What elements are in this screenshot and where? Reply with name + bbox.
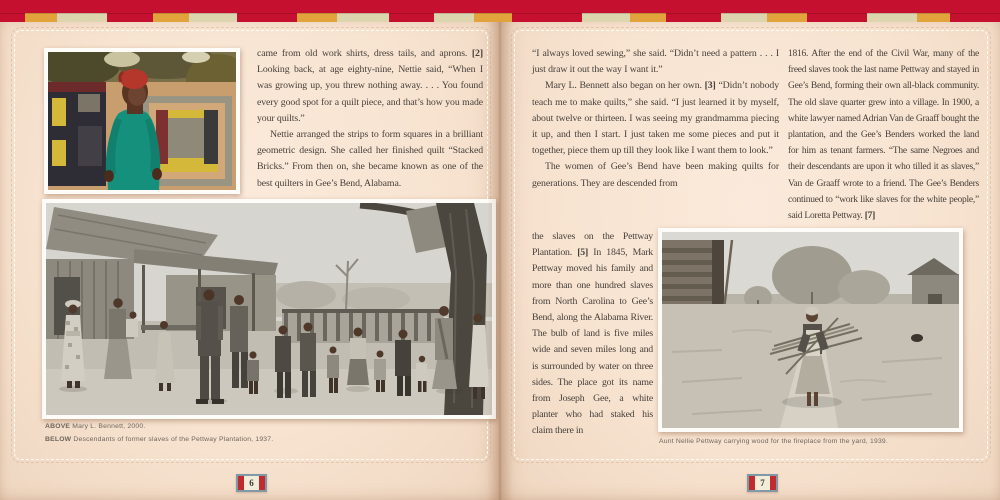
border-patch — [297, 12, 337, 22]
border-patch — [25, 12, 57, 22]
border-patch — [666, 12, 721, 22]
border-patch — [107, 12, 153, 22]
quilt-top-border — [0, 0, 1000, 22]
border-patch — [512, 12, 582, 22]
left-page-text-column — [257, 46, 483, 192]
border-patch — [630, 12, 666, 22]
right-page-column-one — [532, 46, 779, 192]
border-patch — [721, 12, 767, 22]
portrait-photo-illustration — [48, 52, 236, 190]
page-number-badge-left — [236, 474, 267, 492]
right-page-column-two — [788, 46, 979, 224]
group-photo-illustration — [46, 203, 492, 415]
caption-below-label: BELOW — [45, 436, 72, 443]
quilt-border-band — [0, 0, 1000, 13]
border-patch — [867, 12, 917, 22]
page-number-right: 7 — [760, 478, 765, 488]
border-patch — [0, 12, 25, 22]
paragraph: 1816. After the end of the Civil War, many of the freed slaves took the last name Pettway and stayed in Gee’s Bend, forming their own all-black community. The old slave quarter grew into a village. In 1900, a white lawyer named Adrian Van de Graaff bought the plantation, and the Gee’s Benders worked the land for him as tenant farmers. “The same Negroes and their descendants are upon it who tilled it as slaves,” Van de Graaff wrote to a friend. The Gee’s Benders continued to “work like slaves for the white people,” said Loretta Pettway. [7] — [788, 49, 979, 222]
caption-above-label: ABOVE — [45, 423, 71, 430]
group-photo — [42, 199, 496, 419]
paragraph: The women of Gee’s Bend have been making quilts for generations. They are descended from — [532, 161, 779, 189]
caption-above — [45, 422, 445, 431]
caption-below — [45, 435, 465, 444]
border-patch — [389, 12, 434, 22]
quilt-border-patches — [0, 12, 1000, 22]
left-page — [0, 22, 500, 500]
border-patch — [582, 12, 630, 22]
page-number-left: 6 — [249, 478, 254, 488]
border-patch — [153, 12, 189, 22]
paragraph: Mary L. Bennett also began on her own. [3] “Didn’t nobody teach me to make quilts,” she said. “I just learned it by myself, about twelve or thirteen. I was seeing my grandmamma piecing it up, and then I start. I just taken me some pieces and put it together, piece them up till they look like I want them to look.” — [532, 80, 779, 157]
border-patch — [767, 12, 807, 22]
badge-red-right — [259, 476, 265, 490]
right-page — [500, 22, 1000, 500]
field-photo-illustration — [662, 232, 959, 428]
paragraph: Nettie arranged the strips to form squares in a brilliant geometric design. She called her finished quilt “Stacked Bricks.” From then on, she became known as one of the best quilters in Gee’s Bend, Alabama. — [257, 129, 483, 189]
right-page-column-one-continued — [532, 229, 653, 440]
caption-field-text: Aunt Nellie Pettway carrying wood for the fireplace from the yard, 1939. — [659, 438, 888, 445]
book-spread — [0, 22, 1000, 500]
badge-red-right — [770, 476, 776, 490]
paragraph: “I always loved sewing,” she said. “Didn’t need a pattern . . . I just draw it out the way I want it.” — [532, 48, 779, 76]
border-patch — [917, 12, 950, 22]
border-patch — [337, 12, 389, 22]
page-number-badge-right — [747, 474, 778, 492]
border-patch — [474, 12, 512, 22]
caption-field-photo — [659, 437, 979, 446]
border-patch — [807, 12, 867, 22]
field-photo — [658, 228, 963, 432]
caption-above-text: Mary L. Bennett, 2000. — [70, 423, 146, 430]
border-patch — [950, 12, 1000, 22]
paragraph: came from old work shirts, dress tails, and aprons. [2] Looking back, at age eighty-nine, Nettie said, “When I was growing up, you threw nothing away. . . . You found every good spot for a quilt piece, and that’s how you made your quilts.” — [257, 48, 483, 124]
border-patch — [237, 12, 297, 22]
border-patch — [57, 12, 107, 22]
border-patch — [189, 12, 237, 22]
portrait-photo — [44, 48, 240, 194]
caption-below-text: Descendants of former slaves of the Pettway Plantation, 1937. — [71, 436, 274, 443]
paragraph: the slaves on the Pettway Plantation. [5] In 1845, Mark Pettway moved his family and more than one hundred slaves from North Carolina to Gee’s Bend, along the Alabama River. The bulb of land is five miles wide and seven miles long and is surrounded by water on three sides. The place got its name from Joseph Gee, a white planter who had staked his claim there in — [532, 231, 653, 437]
border-patch — [434, 12, 474, 22]
